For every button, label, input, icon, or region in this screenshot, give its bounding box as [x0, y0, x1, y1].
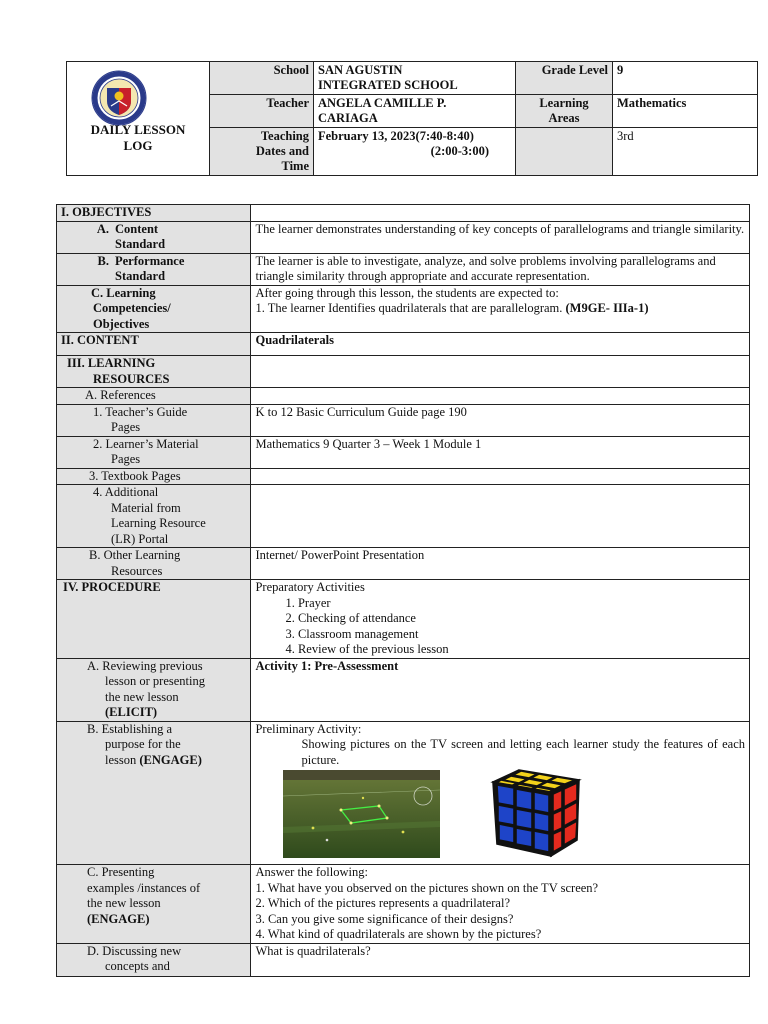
- preparatory-activities-list: [255, 596, 745, 658]
- document-title: DAILY LESSON LOG: [90, 122, 186, 153]
- quarter-label-empty: [516, 128, 613, 176]
- discussing-concepts-label: D. Discussing new concepts and: [57, 943, 251, 976]
- learners-material-label: 2. Learner’s Material Pages: [57, 436, 251, 468]
- textbook-pages-empty: [251, 468, 750, 485]
- teachers-guide-value: K to 12 Basic Curriculum Guide page 190: [251, 404, 750, 436]
- additional-material-empty: [251, 485, 750, 548]
- header-table: [66, 61, 758, 176]
- engage-purpose-value: Preliminary Activity: Showing pictures on the TV screen and letting each learner study the features of each picture.: [251, 721, 750, 865]
- additional-material-label: 4. Additional Material from Learning Resource (LR) Portal: [57, 485, 251, 548]
- references-empty: [251, 388, 750, 405]
- list-item: 3. Can you give some significance of their designs?: [255, 911, 514, 926]
- content-standard-label: A. Content Standard: [57, 221, 251, 253]
- school-value: SAN AGUSTIN INTEGRATED SCHOOL: [314, 62, 516, 95]
- teacher-value: ANGELA CAMILLE P. CARIAGA: [314, 95, 516, 128]
- list-item: 4. What kind of quadrilaterals are shown by the pictures?: [255, 927, 542, 941]
- list-item: Answer the following:: [255, 865, 368, 879]
- engage-purpose-label: B. Establishing a purpose for the lesson (ENGAGE): [57, 721, 251, 865]
- learning-resources-heading: III. LEARNING RESOURCES: [57, 356, 251, 388]
- deped-seal-icon: [67, 68, 171, 128]
- logo-cell: [67, 62, 210, 176]
- school-label: School: [210, 62, 314, 95]
- list-item: 1. Prayer: [285, 595, 331, 610]
- elicit-label: A. Reviewing previous lesson or presenting the new lesson (ELICIT): [57, 658, 251, 721]
- list-item: 3. Classroom management: [285, 626, 419, 641]
- list-item: 4. Review of the previous lesson: [285, 642, 449, 656]
- teaching-dates-label: Teaching Dates and Time: [210, 128, 314, 176]
- teacher-label: Teacher: [210, 95, 314, 128]
- other-learning-resources-label: B. Other Learning Resources: [57, 548, 251, 580]
- learners-material-value: Mathematics 9 Quarter 3 – Week 1 Module 1: [251, 436, 750, 468]
- content-value: Quadrilaterals: [251, 333, 750, 356]
- learning-areas-label: Learning Areas: [516, 95, 613, 128]
- performance-standard-label: B. Performance Standard: [57, 253, 251, 285]
- content-standard-text: The learner demonstrates understanding of key concepts of parallelograms and triangle similarity.: [251, 221, 750, 253]
- performance-standard-text: The learner is able to investigate, analyze, and solve problems involving parallelograms and triangle similarity through appropriate and accurate representation.: [251, 253, 750, 285]
- grade-level-value: 9: [613, 62, 758, 95]
- learning-competencies-text: After going through this lesson, the students are expected to: 1. The learner Identifies quadrilaterals that are parallelogram. (M9GE- IIIa-1): [251, 285, 750, 333]
- presenting-examples-value: [251, 865, 750, 944]
- elicit-value: Activity 1: Pre-Assessment: [251, 658, 750, 721]
- other-learning-resources-value: Internet/ PowerPoint Presentation: [251, 548, 750, 580]
- presenting-examples-label: C. Presenting examples /instances of the new lesson (ENGAGE): [57, 865, 251, 944]
- teachers-guide-label: 1. Teacher’s Guide Pages: [57, 404, 251, 436]
- list-item: 2. Which of the pictures represents a quadrilateral?: [255, 896, 510, 910]
- references-label: A. References: [57, 388, 251, 405]
- preparatory-activities: Preparatory Activities 1. Prayer 2. Checking of attendance 3. Classroom management 4. Review of the previous lesson: [251, 580, 750, 659]
- procedure-heading: IV. PROCEDURE: [57, 580, 251, 659]
- textbook-pages-label: 3. Textbook Pages: [57, 468, 251, 485]
- objectives-heading: I. OBJECTIVES: [57, 205, 251, 222]
- grade-level-label: Grade Level: [516, 62, 613, 95]
- objectives-empty: [251, 205, 750, 222]
- learning-competencies-label: C. Learning Competencies/ Objectives: [57, 285, 251, 333]
- teaching-dates-value: February 13, 2023(7:40-8:40) (2:00-3:00): [314, 128, 516, 176]
- discussing-concepts-value: What is quadrilaterals?: [251, 943, 750, 976]
- quarter-value: 3rd: [613, 128, 758, 176]
- learning-resources-empty: [251, 356, 750, 388]
- rubiks-cube-image: [459, 768, 585, 860]
- list-item: 1. What have you observed on the pictures shown on the TV screen?: [255, 880, 599, 895]
- learning-areas-value: Mathematics: [613, 95, 758, 128]
- lesson-plan-table: [56, 204, 750, 977]
- soccer-field-image: [283, 770, 440, 858]
- pictures-row: [255, 768, 745, 864]
- content-heading: II. CONTENT: [57, 333, 251, 356]
- list-item: 2. Checking of attendance: [285, 611, 416, 625]
